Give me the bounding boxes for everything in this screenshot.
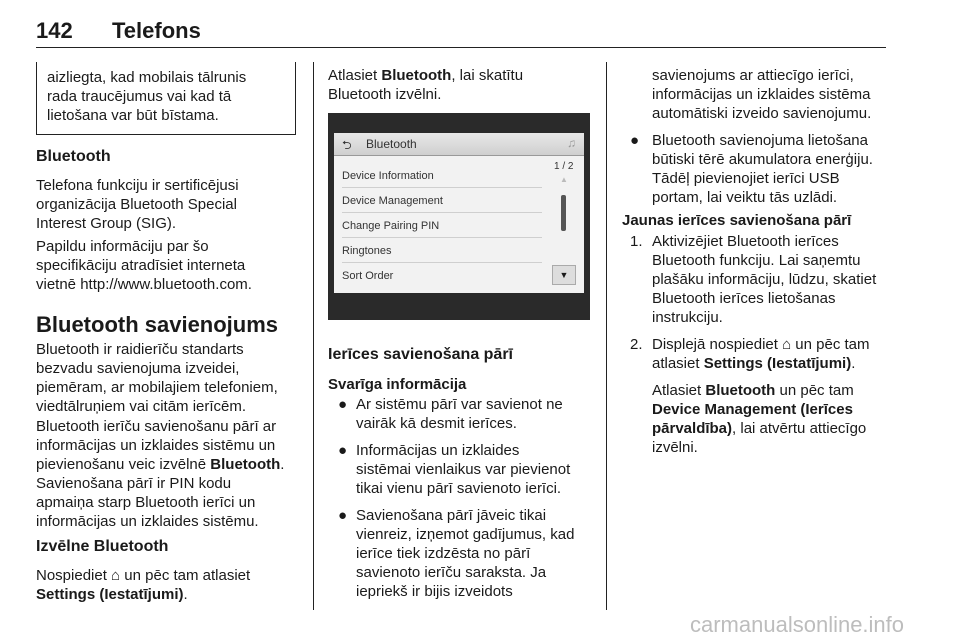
numbered-list xyxy=(622,232,907,457)
text-line: informācijas un izklaides sistēmu un xyxy=(36,437,276,454)
text-line: plašāku informāciju, lūdzu, skatiet xyxy=(652,271,877,288)
step-number: 2. xyxy=(630,336,643,353)
text-line: Aktivizējiet Bluetooth ierīces xyxy=(652,233,839,250)
text-span: , lai skatītu xyxy=(451,67,524,84)
text-line xyxy=(652,335,907,354)
column-divider-2 xyxy=(606,62,607,610)
text-line: vietnē http://www.bluetooth.com. xyxy=(36,276,252,293)
text-span: Atlasiet xyxy=(328,67,382,84)
scrollbar-thumb xyxy=(561,195,566,231)
menu-item-device-management: Device Management xyxy=(342,190,542,213)
text-line: piemēram, ar mobilajiem telefoniem, xyxy=(36,379,278,396)
text-line: sistēmai vienlaikus var pievienot xyxy=(356,461,571,478)
bullet-icon: ● xyxy=(338,396,348,413)
text-line: Bluetooth ir raidierīču standarts xyxy=(36,341,244,358)
new-device-heading: Jaunas ierīces savienošana pārī xyxy=(622,212,852,229)
text-span: pievienošanu veic izvēlnē xyxy=(36,456,211,473)
page-number: 142 xyxy=(36,18,73,43)
connection-heading: Bluetooth savienojums xyxy=(36,312,279,337)
list-item xyxy=(328,441,603,498)
text-line: Interest Group (SIG). xyxy=(36,215,177,232)
text-line xyxy=(652,354,907,373)
text-line: Informācijas un izklaides xyxy=(356,442,520,459)
paragraph xyxy=(36,566,311,604)
text-span: . xyxy=(280,456,285,473)
text-line: Savienošana pārī ir PIN kodu xyxy=(36,475,232,492)
screen-title: Bluetooth xyxy=(366,137,417,151)
home-icon: ⌂ xyxy=(782,336,792,353)
text-line: ierīce tiek izdzēsta no pārī xyxy=(356,545,531,562)
watermark: carmanualsonline.info xyxy=(690,612,905,637)
text-line: Papildu informāciju par šo xyxy=(36,238,209,255)
paragraph xyxy=(622,66,902,207)
list-item xyxy=(328,395,603,433)
bullet-list xyxy=(328,395,603,601)
scroll-up-icon: ▲ xyxy=(560,175,568,184)
text-line: Bluetooth ierīču savienošanu pārī ar xyxy=(36,418,277,435)
paragraph xyxy=(328,66,598,104)
text-line: organizācija Bluetooth Special xyxy=(36,196,237,213)
text-line xyxy=(36,585,311,604)
text-line: specifikāciju atradīsiet interneta xyxy=(36,257,246,274)
text-line: bezvadu savienojuma izveidei, xyxy=(36,360,240,377)
text-line: instrukciju. xyxy=(652,309,723,326)
list-item xyxy=(622,335,907,457)
text-line xyxy=(328,66,598,85)
important-heading: Svarīga informācija xyxy=(328,376,467,393)
page-title: Telefons xyxy=(112,18,201,43)
text-span: Nospiediet xyxy=(36,567,112,584)
warning-box xyxy=(36,62,296,135)
step-number: 1. xyxy=(630,233,643,250)
text-line: Tādēļ pievienojiet ierīci USB xyxy=(652,170,840,187)
text-line xyxy=(652,419,907,438)
text-line: informācijas un izklaides sistēma xyxy=(652,86,871,103)
menu-name-bold: Settings (Iestatījumi) xyxy=(36,586,184,603)
text-span: . xyxy=(183,586,188,603)
bluetooth-screen-figure xyxy=(328,113,590,320)
text-line: tikai vienu pārī savienoto ierīci. xyxy=(356,480,562,497)
menu-item-device-information: Device Information xyxy=(342,165,542,188)
warning-line: aizliegta, kad mobilais tālrunis xyxy=(47,69,247,86)
bullet-icon: ● xyxy=(630,132,640,149)
bullet-icon: ● xyxy=(338,507,348,524)
text-line: izvēlni. xyxy=(652,439,698,456)
bullet-icon: ● xyxy=(338,442,348,459)
menu-name-bold: Bluetooth xyxy=(210,456,281,473)
home-icon: ⌂ xyxy=(111,567,121,584)
menu-item-ringtones: Ringtones xyxy=(342,240,542,263)
text-line xyxy=(652,381,907,400)
list-item xyxy=(622,232,907,327)
warning-line: lietošana var būt bīstama. xyxy=(47,107,219,124)
menu-name-bold: pārvaldība) xyxy=(652,420,733,437)
menu-name-bold: Bluetooth xyxy=(381,67,452,84)
list-item xyxy=(328,506,603,601)
list-item xyxy=(622,131,902,207)
text-line: Telefona funkciju ir sertificējusi xyxy=(36,177,239,194)
text-span: un pēc tam atlasiet xyxy=(120,567,251,584)
pairing-heading: Ierīces savienošana pārī xyxy=(328,346,513,363)
text-line: iepriekš ir bijis izveidots xyxy=(356,583,513,600)
music-note-icon: ♫ xyxy=(567,136,576,150)
text-line: vienreiz, izņemot gadījumus, kad xyxy=(356,526,575,543)
text-line: Ar sistēmu pārī var savienot ne xyxy=(356,396,563,413)
text-line xyxy=(36,455,311,474)
column-divider-1 xyxy=(313,62,314,610)
bluetooth-heading: Bluetooth xyxy=(36,148,111,165)
text-line: Bluetooth funkciju. Lai saņemtu xyxy=(652,252,861,269)
text-span: . xyxy=(851,355,856,372)
paragraph xyxy=(36,237,306,294)
text-line: savienoto ierīču saraksta. Ja xyxy=(356,564,547,581)
page-indicator: 1 / 2 xyxy=(554,161,574,172)
text-line: informācijas un izklaides sistēmu. xyxy=(36,513,259,530)
menu-heading: Izvēlne Bluetooth xyxy=(36,538,169,555)
text-span: Atlasiet xyxy=(652,382,706,399)
text-line: vairāk kā desmit ierīces. xyxy=(356,415,517,432)
paragraph xyxy=(36,176,306,233)
scroll-down-icon: ▼ xyxy=(552,265,576,285)
back-arrow-icon: ⮌ xyxy=(342,138,352,152)
paragraph xyxy=(36,340,311,416)
text-line: Device Management (Ierīces xyxy=(652,401,853,418)
text-span: , lai atvērtu attiecīgo xyxy=(732,420,867,437)
text-line: būtiski tērē akumulatora enerģiju. xyxy=(652,151,873,168)
header-rule xyxy=(36,47,886,48)
text-line: Bluetooth izvēlni. xyxy=(328,86,442,103)
text-line: apmaiņa starp Bluetooth ierīci un xyxy=(36,494,256,511)
text-line: Savienošana pārī jāveic tikai xyxy=(356,507,547,524)
menu-item-sort-order: Sort Order xyxy=(342,270,394,282)
text-span: atlasiet xyxy=(652,355,704,372)
screen-title-bar xyxy=(334,133,584,156)
menu-name-bold: Bluetooth xyxy=(705,382,776,399)
text-line: savienojums ar attiecīgo ierīci, xyxy=(652,67,854,84)
text-span: Displejā nospiediet xyxy=(652,336,783,353)
paragraph xyxy=(36,417,311,531)
text-span: un pēc tam xyxy=(791,336,870,353)
text-line xyxy=(36,566,311,585)
text-line: automātiski izveido savienojumu. xyxy=(652,105,872,122)
text-line: portam, lai veiktu tās uzlādi. xyxy=(652,189,838,206)
text-line: Bluetooth savienojuma lietošana xyxy=(652,132,868,149)
menu-name-bold: Settings (Iestatījumi) xyxy=(703,355,852,372)
warning-line: rada traucējumus vai kad tā xyxy=(47,88,232,105)
menu-item-change-pairing-pin: Change Pairing PIN xyxy=(342,215,542,238)
text-line: viedtālruņiem vai citām ierīcēm. xyxy=(36,398,247,415)
text-line: Bluetooth ierīces lietošanas xyxy=(652,290,836,307)
text-span: un pēc tam xyxy=(775,382,854,399)
